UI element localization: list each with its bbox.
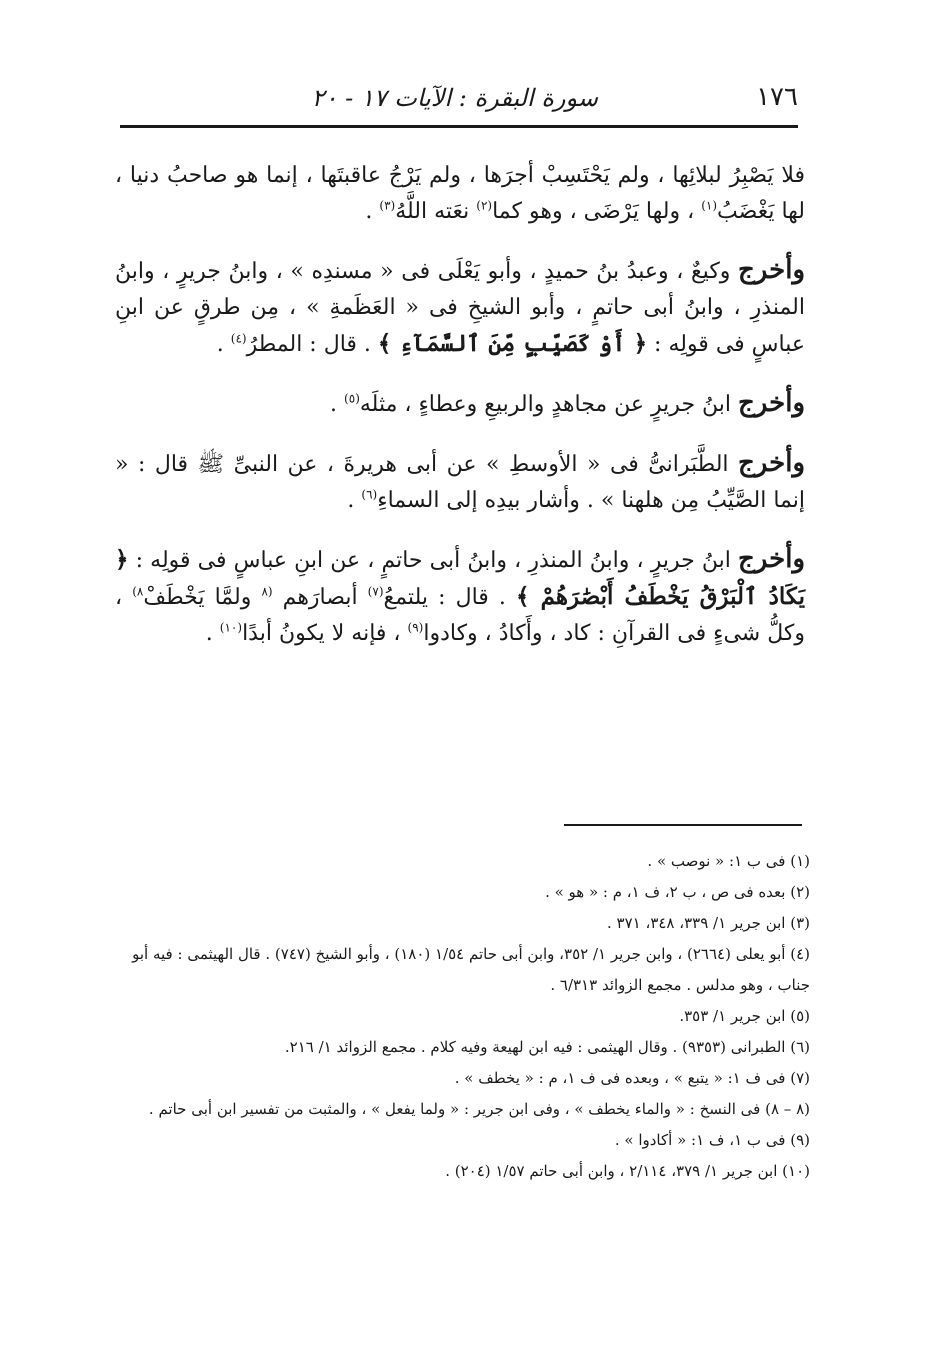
paragraph-4: [115, 445, 805, 519]
footnote-ref[interactable]: (٧): [367, 584, 384, 599]
text: . قال : يلتمعُ: [383, 585, 516, 610]
paragraph-5: [115, 541, 805, 652]
footnote: (٥) ابن جرير ١/ ٣٥٣.: [679, 1007, 810, 1025]
lead-word: وأخرج: [738, 255, 805, 285]
page-header: [120, 78, 798, 118]
paragraph-2: [115, 252, 805, 363]
footnotes: [120, 846, 810, 1187]
footnote: (٣) ابن جرير ١/ ٣٣٩، ٣٤٨، ٣٧١ .: [606, 914, 810, 932]
footnote: (١٠) ابن جرير ١/ ٣٧٩، ٢/١١٤ ، وابن أبى حاتم ١/٥٧ (٢٠٤) .: [445, 1162, 810, 1180]
footnote: (١) فى ب ١: « نوصب » .: [647, 852, 810, 870]
running-title: سورة البقرة : الآيات ١٧ - ٢٠: [311, 84, 598, 112]
text: ولمَّا يَخْطَفْ: [143, 585, 262, 610]
text: أبصارَهم: [272, 585, 368, 610]
footnote: (٨ – ٨) فى النسخ : « والماء يخطف » ، وفى ابن جرير : « ولما يفعل » ، والمثبت من تفسير ابن أبى حاتم .: [148, 1100, 810, 1118]
text: .: [330, 392, 345, 417]
footnote: (٦) الطبرانى (٩٣٥٣) . وقال الهيثمى : فيه ابن لهيعة وفيه كلام . مجمع الزوائد ١/ ٢١٦.: [284, 1038, 810, 1056]
lead-word: وأخرج: [738, 544, 805, 574]
page-number: ١٧٦: [756, 82, 798, 112]
text: . قال : المطرُ: [246, 332, 378, 357]
text: الطَّبَرانىُّ فى « الأوسطِ » عن أبى هريرةَ ، عن النبىِّ ﷺ قال : « إنما الصَّيِّبُ مِن هلهنا » . وأشار بيدِه إلى السماءِ: [115, 452, 805, 513]
paragraph-1: [115, 158, 805, 230]
text: نعَته اللَّهُ: [395, 199, 477, 224]
text: .: [216, 332, 231, 357]
footnote: (٢) بعده فى ص ، ب ٢، ف ١، م : « هو » .: [545, 883, 810, 901]
footnote: (٧) فى ف ١: « يتبع » ، وبعده فى ف ١، م : « يخطف » .: [454, 1069, 810, 1087]
main-text: [115, 158, 805, 674]
text: فلا يَصْبِرُ لبلائِها ، ولم يَحْتَسِبْ أجرَها ، ولم يَرْجُ عاقبتَها ، إنما هو صاحبُ دنيا ، لها يَغْضَبُ: [115, 163, 805, 224]
footnote-ref[interactable]: ٨): [132, 584, 144, 599]
lead-word: وأخرج: [738, 388, 805, 418]
footnote-ref[interactable]: (٤): [230, 331, 247, 346]
text: .: [347, 488, 362, 513]
text: ، فإنه لا يكونُ أبدًا: [242, 621, 408, 646]
footnote-separator: [564, 824, 802, 826]
footnote: (٩) فى ب ١، ف ١: « أكادوا » .: [614, 1131, 810, 1149]
footnote-ref[interactable]: (٣): [379, 198, 396, 213]
paragraph-3: [115, 385, 805, 423]
footnote-ref[interactable]: (٢): [476, 198, 493, 213]
text: .: [205, 621, 220, 646]
text: ، وكلُّ شىءٍ فى القرآنِ : كاد ، وأَكادُ ، وكادوا: [115, 585, 805, 646]
footnote-ref[interactable]: (٥): [344, 391, 360, 406]
text: وكيعٌ ، وعبدُ بنُ حميدٍ ، وأبو يَعْلَى فى « مسندِه » ، وابنُ جريرٍ ، وابنُ المنذرِ ، وابنُ أبى حاتمٍ ، وأبو الشيخِ فى « العَظَمةِ » ، مِن طرقٍ عن ابنِ عباسٍ فى قولِه :: [115, 259, 805, 357]
footnote-ref[interactable]: (٩): [407, 620, 424, 635]
text: ابنُ جريرٍ عن مجاهدٍ والربيعِ وعطاءٍ ، مثلَه: [359, 392, 739, 417]
footnote-ref[interactable]: (٦): [361, 487, 378, 502]
text: ، ولها يَرْضَى ، وهو كما: [492, 199, 702, 224]
footnote: (٤) أبو يعلى (٢٦٦٤) ، وابن جرير ١/ ٣٥٢، وابن أبى حاتم ١/٥٤ (١٨٠) ، وأبو الشيخ (٧٤٧) . قال الهيثمى : فيه أبو جناب ، وهو مدلس . مجمع الزوائد ٦/٣١٣ .: [132, 945, 810, 994]
quran-verse: ﴿ يَكَادُ ٱلْبَرْقُ يَخْطَفُ أَبْصَٰرَهُمْ ﴾: [115, 546, 806, 610]
header-rule: [120, 125, 798, 128]
footnote-ref[interactable]: (١): [701, 198, 718, 213]
lead-word: وأخرج: [738, 448, 805, 478]
text: .: [365, 199, 380, 224]
footnote-ref[interactable]: (١٠): [219, 620, 243, 635]
footnote-ref[interactable]: (٨: [261, 584, 273, 599]
text: ابنُ جريرٍ ، وابنُ المنذرِ ، وابنُ أبى حاتمٍ ، عن ابنِ عباسٍ فى قولِه :: [128, 548, 739, 573]
quran-verse: ﴿ أَوْ كَصَيِّبٍ مِّنَ ٱلسَّمَآءِ ﴾: [377, 330, 648, 357]
